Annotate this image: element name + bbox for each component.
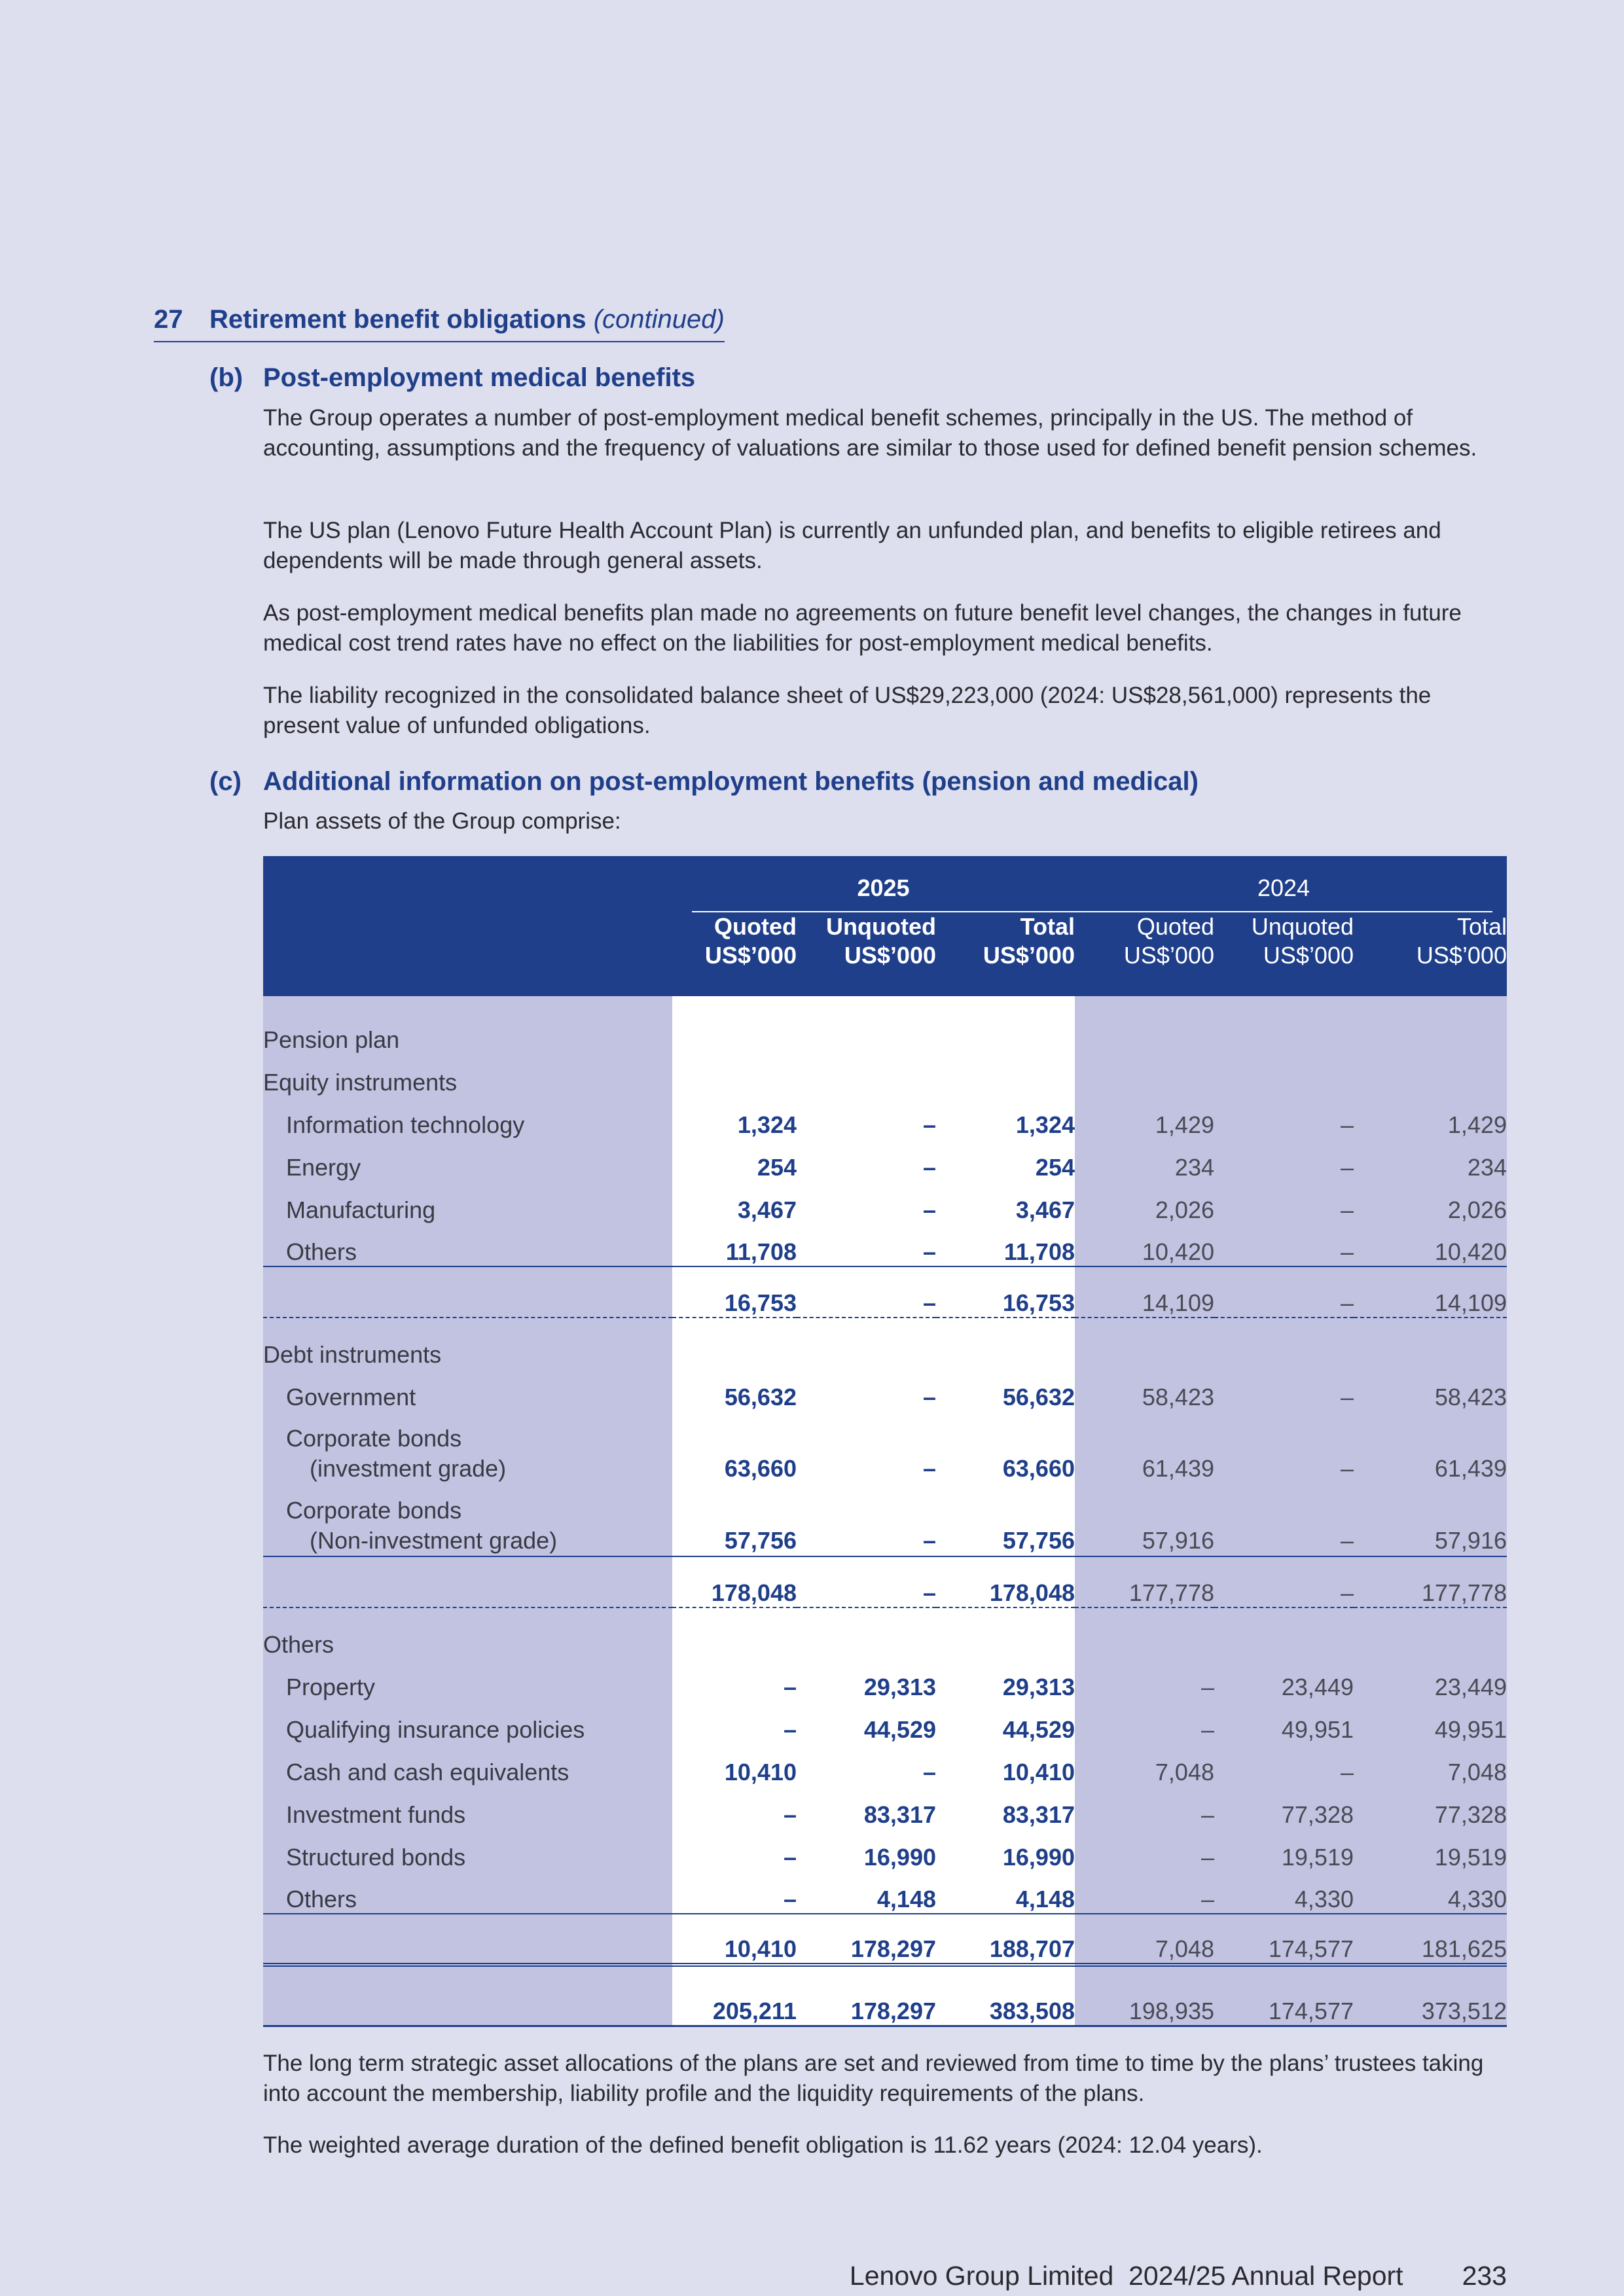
- value-cell: 29,313: [936, 1659, 1075, 1701]
- value-cell: 383,508: [936, 1965, 1075, 2026]
- value-cell: 49,951: [1354, 1701, 1507, 1744]
- row-label: Cash and cash equivalents: [286, 1759, 569, 1785]
- value-cell: 23,449: [1354, 1659, 1507, 1701]
- value-cell: –: [1214, 1744, 1354, 1786]
- section-number: 27: [154, 305, 183, 334]
- value-cell: –: [1214, 1181, 1354, 1224]
- value-cell: –: [797, 1224, 936, 1266]
- value-cell: –: [1075, 1701, 1214, 1744]
- value-cell: 77,328: [1354, 1786, 1507, 1829]
- value-cell: 10,410: [672, 1914, 797, 1965]
- value-cell: –: [672, 1829, 797, 1871]
- additional-heading: [209, 767, 1199, 797]
- table-row: [263, 1786, 1507, 1829]
- value-cell: 83,317: [936, 1786, 1075, 1829]
- value-cell: 10,420: [1075, 1224, 1214, 1266]
- value-cell: 57,916: [1075, 1484, 1214, 1556]
- value-cell: 254: [672, 1139, 797, 1181]
- table-row: [263, 996, 1507, 1054]
- section-header: [154, 305, 725, 342]
- year-prior: 2024: [1075, 874, 1492, 912]
- value-cell: 1,324: [936, 1096, 1075, 1139]
- value-cell: 7,048: [1075, 1744, 1214, 1786]
- value-cell: 178,297: [797, 1965, 936, 2026]
- value-cell: 19,519: [1214, 1829, 1354, 1871]
- value-cell: 234: [1075, 1139, 1214, 1181]
- closing-paragraph-2: The weighted average duration of the defined benefit obligation is 11.62 years (2024: 12.04 years).: [263, 2132, 1263, 2158]
- row-label: Government: [286, 1384, 416, 1410]
- value-cell: 10,410: [672, 1744, 797, 1786]
- value-cell: –: [797, 1139, 936, 1181]
- row-label: Others: [286, 1238, 357, 1265]
- additional-title: Additional information on post-employment benefits (pension and medical): [263, 767, 1199, 796]
- page-footer: [0, 2261, 1507, 2291]
- value-cell: 56,632: [936, 1369, 1075, 1411]
- row-label: Corporate bonds: [286, 1425, 462, 1452]
- value-cell: 178,048: [936, 1556, 1075, 1607]
- table-row: [263, 1411, 1507, 1484]
- value-cell: 58,423: [1354, 1369, 1507, 1411]
- value-cell: –: [1214, 1096, 1354, 1139]
- value-cell: –: [1214, 1224, 1354, 1266]
- value-cell: 177,778: [1354, 1556, 1507, 1607]
- plan-assets-table: [263, 856, 1507, 2027]
- value-cell: 77,328: [1214, 1786, 1354, 1829]
- medical-paragraph-1: The Group operates a number of post-employment medical benefit schemes, principally in the US. The method of accounting, assumptions and the frequency of valuations are similar to those used for defined benefit pension schemes.: [263, 405, 1477, 461]
- value-cell: 4,330: [1354, 1871, 1507, 1914]
- value-cell: –: [1214, 1369, 1354, 1411]
- row-label: Energy: [286, 1154, 361, 1181]
- value-cell: 16,753: [672, 1266, 797, 1318]
- value-cell: 44,529: [936, 1701, 1075, 1744]
- medical-heading: [209, 363, 695, 393]
- value-cell: –: [1214, 1411, 1354, 1484]
- value-cell: –: [1075, 1659, 1214, 1701]
- value-cell: 1,429: [1075, 1096, 1214, 1139]
- value-cell: 57,756: [936, 1484, 1075, 1556]
- subtotal-row: [263, 1914, 1507, 1965]
- value-cell: 61,439: [1354, 1411, 1507, 1484]
- table-row: [263, 1224, 1507, 1266]
- value-cell: –: [1214, 1484, 1354, 1556]
- value-cell: 83,317: [797, 1786, 936, 1829]
- section-title: Retirement benefit obligations: [209, 305, 586, 334]
- table-row: [263, 1829, 1507, 1871]
- table-row: [263, 1744, 1507, 1786]
- value-cell: –: [672, 1871, 797, 1914]
- value-cell: 177,778: [1075, 1556, 1214, 1607]
- value-cell: –: [1214, 1556, 1354, 1607]
- medical-paragraph-4: The liability recognized in the consolidated balance sheet of US$29,223,000 (2024: US$28,561,000) represents the present value of unfunded obligations.: [263, 683, 1432, 738]
- value-cell: 7,048: [1075, 1914, 1214, 1965]
- col-total-2024: Total US$’000: [1354, 912, 1507, 996]
- row-label: Information technology: [286, 1111, 525, 1138]
- subtotal-row: [263, 1266, 1507, 1318]
- value-cell: –: [1214, 1266, 1354, 1318]
- value-cell: 178,048: [672, 1556, 797, 1607]
- value-cell: 234: [1354, 1139, 1507, 1181]
- page-number: 233: [1462, 2261, 1507, 2291]
- medical-paragraph-2: The US plan (Lenovo Future Health Account Plan) is currently an unfunded plan, and benefits to eligible retirees and dependents will be made through general assets.: [263, 518, 1441, 573]
- header-year-row: [263, 856, 1507, 912]
- table-row: [263, 1139, 1507, 1181]
- medical-letter: (b): [209, 363, 244, 392]
- col-quoted-2025: Quoted US$’000: [672, 912, 797, 996]
- value-cell: 57,756: [672, 1484, 797, 1556]
- row-label-continued: (Non-investment grade): [310, 1527, 558, 1554]
- value-cell: 4,148: [936, 1871, 1075, 1914]
- table-row: [263, 1054, 1507, 1096]
- row-label-continued: (investment grade): [310, 1455, 507, 1482]
- value-cell: 205,211: [672, 1965, 797, 2026]
- table-row: [263, 1484, 1507, 1556]
- section-continued: (continued): [593, 305, 725, 334]
- footer-company: Lenovo Group Limited: [849, 2261, 1114, 2291]
- value-cell: 178,297: [797, 1914, 936, 1965]
- row-label: Structured bonds: [286, 1844, 466, 1871]
- value-cell: –: [797, 1411, 936, 1484]
- closing-paragraph-1: The long term strategic asset allocations of the plans are set and reviewed from time to time by the plans’ trustees taking into account the membership, liability profile and the liquidity requirements of the plans.: [263, 2051, 1484, 2106]
- value-cell: 61,439: [1075, 1411, 1214, 1484]
- row-label: Manufacturing: [286, 1196, 436, 1223]
- table-body: [263, 996, 1507, 2026]
- value-cell: 174,577: [1214, 1914, 1354, 1965]
- value-cell: 29,313: [797, 1659, 936, 1701]
- value-cell: –: [797, 1369, 936, 1411]
- value-cell: 181,625: [1354, 1914, 1507, 1965]
- value-cell: –: [797, 1266, 936, 1318]
- value-cell: 16,990: [797, 1829, 936, 1871]
- row-label: Pension plan: [263, 1026, 400, 1053]
- value-cell: –: [1075, 1871, 1214, 1914]
- value-cell: 63,660: [672, 1411, 797, 1484]
- medical-paragraph-3: As post-employment medical benefits plan made no agreements on future benefit level changes, the changes in future medical cost trend rates have no effect on the liabilities for post-employment medical benefits.: [263, 600, 1462, 656]
- value-cell: 16,990: [936, 1829, 1075, 1871]
- value-cell: 49,951: [1214, 1701, 1354, 1744]
- col-unquoted-2024: Unquoted US$’000: [1214, 912, 1354, 996]
- value-cell: 19,519: [1354, 1829, 1507, 1871]
- value-cell: –: [797, 1484, 936, 1556]
- value-cell: 58,423: [1075, 1369, 1214, 1411]
- value-cell: 11,708: [672, 1224, 797, 1266]
- value-cell: –: [672, 1786, 797, 1829]
- table-row: [263, 1318, 1507, 1369]
- row-label: Equity instruments: [263, 1069, 458, 1096]
- year-current: 2025: [692, 874, 1075, 912]
- value-cell: 57,916: [1354, 1484, 1507, 1556]
- value-cell: –: [797, 1181, 936, 1224]
- value-cell: –: [672, 1701, 797, 1744]
- value-cell: 254: [936, 1139, 1075, 1181]
- value-cell: 23,449: [1214, 1659, 1354, 1701]
- row-label: Debt instruments: [263, 1341, 442, 1368]
- value-cell: 11,708: [936, 1224, 1075, 1266]
- value-cell: 4,148: [797, 1871, 936, 1914]
- col-quoted-2024: Quoted US$’000: [1075, 912, 1214, 996]
- value-cell: 14,109: [1354, 1266, 1507, 1318]
- table-row: [263, 1096, 1507, 1139]
- value-cell: 2,026: [1075, 1181, 1214, 1224]
- value-cell: 63,660: [936, 1411, 1075, 1484]
- row-label: Investment funds: [286, 1801, 466, 1828]
- value-cell: 7,048: [1354, 1744, 1507, 1786]
- value-cell: 3,467: [936, 1181, 1075, 1224]
- value-cell: 56,632: [672, 1369, 797, 1411]
- value-cell: –: [672, 1659, 797, 1701]
- col-unquoted-2025: Unquoted US$’000: [797, 912, 936, 996]
- value-cell: –: [1075, 1829, 1214, 1871]
- value-cell: –: [1075, 1786, 1214, 1829]
- value-cell: –: [1214, 1139, 1354, 1181]
- table-row: [263, 1701, 1507, 1744]
- subtotal-row: [263, 1556, 1507, 1607]
- additional-letter: (c): [209, 767, 242, 796]
- value-cell: –: [797, 1096, 936, 1139]
- row-label: Others: [263, 1631, 334, 1658]
- value-cell: 3,467: [672, 1181, 797, 1224]
- table-row: [263, 1607, 1507, 1659]
- table-row: [263, 1871, 1507, 1914]
- value-cell: 174,577: [1214, 1965, 1354, 2026]
- additional-intro: Plan assets of the Group comprise:: [263, 808, 621, 834]
- row-label: Corporate bonds: [286, 1497, 462, 1524]
- header-column-row: [263, 912, 1507, 996]
- footer-report: 2024/25 Annual Report: [1128, 2261, 1403, 2291]
- col-total-2025: Total US$’000: [936, 912, 1075, 996]
- value-cell: 373,512: [1354, 1965, 1507, 2026]
- value-cell: 10,410: [936, 1744, 1075, 1786]
- row-label: Qualifying insurance policies: [286, 1716, 585, 1743]
- grand-total-row: [263, 1965, 1507, 2026]
- medical-title: Post-employment medical benefits: [263, 363, 696, 392]
- value-cell: 198,935: [1075, 1965, 1214, 2026]
- value-cell: 1,429: [1354, 1096, 1507, 1139]
- table-row: [263, 1181, 1507, 1224]
- row-label: Property: [286, 1674, 376, 1700]
- value-cell: 10,420: [1354, 1224, 1507, 1266]
- value-cell: 44,529: [797, 1701, 936, 1744]
- value-cell: 4,330: [1214, 1871, 1354, 1914]
- value-cell: 14,109: [1075, 1266, 1214, 1318]
- value-cell: –: [797, 1556, 936, 1607]
- value-cell: 188,707: [936, 1914, 1075, 1965]
- value-cell: –: [797, 1744, 936, 1786]
- row-label: Others: [286, 1886, 357, 1912]
- value-cell: 16,753: [936, 1266, 1075, 1318]
- value-cell: 2,026: [1354, 1181, 1507, 1224]
- value-cell: 1,324: [672, 1096, 797, 1139]
- table-row: [263, 1369, 1507, 1411]
- table-row: [263, 1659, 1507, 1701]
